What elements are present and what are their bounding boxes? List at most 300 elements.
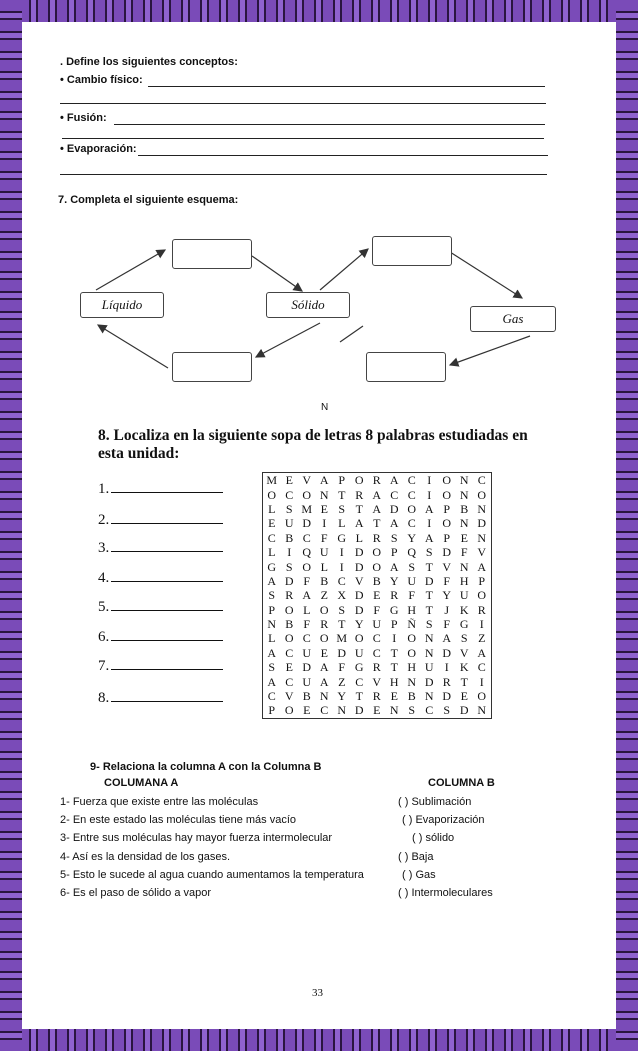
grid-letter: Z bbox=[478, 631, 486, 646]
grid-letter: B bbox=[302, 689, 311, 704]
grid-letter: A bbox=[319, 473, 329, 488]
answer-underline bbox=[111, 689, 223, 702]
grid-letter: Y bbox=[389, 573, 399, 588]
grid-letter: E bbox=[320, 645, 328, 660]
grid-letter: I bbox=[339, 559, 344, 574]
grid-letter: S bbox=[425, 617, 433, 632]
grid-letter: Y bbox=[407, 530, 417, 545]
grid-letter: M bbox=[336, 631, 348, 646]
grid-letter: A bbox=[442, 631, 452, 646]
grid-letter: A bbox=[302, 588, 312, 603]
item-number: 2. bbox=[98, 512, 110, 528]
grid-letter: C bbox=[372, 645, 381, 660]
grid-letter: A bbox=[319, 674, 329, 689]
grid-letter: S bbox=[390, 530, 398, 545]
grid-letter: V bbox=[477, 545, 487, 560]
grid-letter: U bbox=[354, 645, 364, 660]
grid-letter: D bbox=[302, 660, 312, 675]
grid-letter: I bbox=[427, 487, 432, 502]
grid-letter: T bbox=[338, 617, 346, 632]
grid-letter: A bbox=[267, 645, 277, 660]
grid-letter: U bbox=[424, 660, 434, 675]
grid-letter: P bbox=[443, 530, 451, 545]
grid-letter: O bbox=[477, 588, 487, 603]
grid-letter: O bbox=[284, 602, 294, 617]
item-number: 5. bbox=[98, 599, 110, 615]
grid-letter: R bbox=[372, 689, 381, 704]
grid-letter: R bbox=[477, 602, 486, 617]
grid-letter: B bbox=[285, 617, 294, 632]
grid-letter: O bbox=[442, 516, 452, 531]
answer-line bbox=[138, 155, 548, 156]
grid-letter: G bbox=[459, 617, 469, 632]
grid-letter: O bbox=[477, 487, 487, 502]
grid-letter: L bbox=[338, 516, 346, 531]
grid-letter: D bbox=[354, 545, 364, 560]
grid-letter: P bbox=[268, 703, 276, 718]
arrow bbox=[256, 323, 320, 357]
answer-underline bbox=[111, 511, 223, 524]
grid-row bbox=[263, 674, 492, 688]
grid-letter: S bbox=[425, 545, 433, 560]
grid-letter: E bbox=[460, 689, 468, 704]
answer-line-item bbox=[98, 539, 223, 557]
grid-letter: C bbox=[267, 689, 276, 704]
grid-letter: D bbox=[477, 516, 487, 531]
grid-letter: E bbox=[373, 588, 381, 603]
grid-letter: D bbox=[442, 645, 452, 660]
grid-letter: D bbox=[442, 689, 452, 704]
grid-letter: L bbox=[268, 631, 276, 646]
grid-letter: D bbox=[337, 645, 347, 660]
grid-row bbox=[263, 660, 492, 674]
answer-underline bbox=[111, 480, 223, 493]
arrow bbox=[450, 252, 522, 298]
answer-underline bbox=[111, 569, 223, 582]
grid-letter: Y bbox=[354, 617, 364, 632]
grid-letter: O bbox=[354, 631, 364, 646]
item-number: 7. bbox=[98, 658, 110, 674]
grid-letter: U bbox=[284, 516, 294, 531]
grid-letter: V bbox=[442, 559, 452, 574]
grid-letter: O bbox=[477, 689, 487, 704]
answer-underline bbox=[111, 657, 223, 670]
grid-letter: P bbox=[443, 501, 451, 516]
page-border-right bbox=[616, 0, 638, 1051]
column-a-item: 1- Fuerza que existe entre las moléculas bbox=[60, 796, 259, 808]
column-a-item: 2- En este estado las moléculas tiene más vacío bbox=[60, 814, 297, 826]
grid-row bbox=[263, 531, 492, 545]
answer-line-item bbox=[98, 569, 223, 587]
grid-letter: E bbox=[460, 530, 468, 545]
grid-letter: N bbox=[337, 703, 347, 718]
grid-letter: A bbox=[424, 501, 434, 516]
grid-letter: F bbox=[303, 573, 311, 588]
grid-letter: U bbox=[407, 573, 417, 588]
answer-line bbox=[60, 174, 547, 175]
grid-letter: R bbox=[372, 660, 381, 675]
answer-line-item bbox=[98, 598, 223, 616]
grid-row bbox=[263, 574, 492, 588]
grid-letter: N bbox=[267, 617, 277, 632]
grid-letter: N bbox=[459, 473, 469, 488]
grid-letter: O bbox=[407, 631, 417, 646]
grid-letter: R bbox=[390, 588, 399, 603]
grid-letter: O bbox=[442, 487, 452, 502]
grid-letter: H bbox=[407, 660, 417, 675]
grid-letter: O bbox=[442, 473, 452, 488]
grid-letter: D bbox=[302, 516, 312, 531]
answer-line-item bbox=[98, 689, 223, 707]
grid-letter: S bbox=[408, 703, 416, 718]
grid-letter: D bbox=[459, 703, 469, 718]
answer-line-item bbox=[98, 628, 223, 646]
grid-letter: S bbox=[443, 703, 451, 718]
page-number: 33 bbox=[312, 987, 323, 999]
arrow bbox=[340, 326, 363, 342]
grid-letter: C bbox=[477, 473, 486, 488]
grid-row bbox=[263, 502, 492, 516]
answer-line-item bbox=[98, 511, 223, 529]
grid-letter: A bbox=[477, 559, 487, 574]
grid-letter: L bbox=[303, 602, 311, 617]
answer-line-item bbox=[98, 480, 223, 498]
grid-letter: U bbox=[459, 588, 469, 603]
grid-letter: Y bbox=[337, 689, 347, 704]
grid-letter: T bbox=[460, 674, 468, 689]
grid-letter: S bbox=[285, 559, 293, 574]
grid-letter: C bbox=[285, 487, 294, 502]
grid-row bbox=[263, 473, 492, 488]
grid-letter: T bbox=[425, 588, 433, 603]
grid-letter: Y bbox=[442, 588, 452, 603]
grid-letter: O bbox=[354, 473, 364, 488]
grid-letter: I bbox=[479, 674, 484, 689]
grid-letter: O bbox=[319, 631, 329, 646]
grid-letter: I bbox=[287, 545, 292, 560]
grid-letter: E bbox=[373, 703, 381, 718]
grid-letter: M bbox=[301, 501, 313, 516]
blank-box bbox=[172, 352, 252, 382]
grid-letter: D bbox=[354, 602, 364, 617]
grid-letter: N bbox=[459, 516, 469, 531]
grid-letter: C bbox=[355, 674, 364, 689]
column-b-item: ( ) Evaporización bbox=[402, 814, 485, 826]
grid-letter: E bbox=[303, 703, 311, 718]
grid-letter: N bbox=[389, 703, 399, 718]
grid-letter: F bbox=[303, 617, 311, 632]
grid-letter: C bbox=[407, 473, 416, 488]
grid-letter: T bbox=[390, 660, 398, 675]
grid-letter: P bbox=[390, 545, 398, 560]
grid-letter: D bbox=[389, 501, 399, 516]
grid-letter: A bbox=[354, 516, 364, 531]
grid-letter: C bbox=[267, 530, 276, 545]
grid-letter: S bbox=[285, 501, 293, 516]
grid-letter: O bbox=[372, 545, 382, 560]
grid-letter: A bbox=[372, 501, 382, 516]
grid-letter: F bbox=[320, 530, 328, 545]
grid-letter: F bbox=[443, 573, 451, 588]
grid-letter: N bbox=[407, 674, 417, 689]
grid-letter: S bbox=[460, 631, 468, 646]
diagram-label-solido: Sólido bbox=[266, 292, 350, 318]
grid-letter: U bbox=[302, 674, 312, 689]
grid-letter: O bbox=[284, 703, 294, 718]
column-b-item: ( ) Intermoleculares bbox=[398, 887, 493, 899]
grid-row bbox=[263, 603, 492, 617]
grid-letter: O bbox=[302, 559, 312, 574]
grid-letter: T bbox=[373, 516, 381, 531]
diagram-label-liquido: Líquido bbox=[80, 292, 164, 318]
q6-item-fusion: • Fusión: bbox=[60, 112, 107, 124]
grid-letter: O bbox=[372, 559, 382, 574]
grid-letter: E bbox=[390, 689, 398, 704]
grid-letter: R bbox=[442, 674, 451, 689]
grid-letter: B bbox=[460, 501, 469, 516]
q9-title: 9- Relaciona la columna A con la Columna B bbox=[90, 761, 322, 773]
grid-letter: P bbox=[268, 602, 276, 617]
column-a-item: 5- Esto le sucede al agua cuando aumentamos la temperatura bbox=[60, 869, 364, 881]
grid-letter: J bbox=[444, 602, 450, 617]
grid-row bbox=[263, 631, 492, 645]
answer-underline bbox=[111, 539, 223, 552]
column-b-item: ( ) Baja bbox=[398, 851, 434, 863]
diagram-label-gas: Gas bbox=[470, 306, 556, 332]
column-a-item: 4- Así es la densidad de los gases. bbox=[60, 851, 230, 863]
grid-letter: M bbox=[266, 473, 278, 488]
grid-letter: S bbox=[338, 602, 346, 617]
q6-item-cambio-fisico: • Cambio físico: bbox=[60, 74, 143, 86]
grid-letter: L bbox=[320, 559, 328, 574]
grid-letter: Ñ bbox=[407, 617, 417, 632]
arrow bbox=[450, 336, 530, 365]
grid-letter: E bbox=[320, 501, 328, 516]
grid-letter: R bbox=[355, 487, 364, 502]
grid-letter: N bbox=[477, 703, 487, 718]
grid-letter: T bbox=[390, 645, 398, 660]
column-b-item: ( ) Sublimación bbox=[398, 796, 472, 808]
grid-letter: N bbox=[477, 530, 487, 545]
item-number: 8. bbox=[98, 690, 110, 706]
grid-letter: L bbox=[268, 501, 276, 516]
grid-row bbox=[263, 545, 492, 559]
grid-letter: G bbox=[267, 559, 277, 574]
grid-letter: Z bbox=[320, 588, 328, 603]
column-a-header: COLUMANA A bbox=[104, 777, 179, 789]
grid-row bbox=[263, 689, 492, 703]
answer-line bbox=[60, 103, 546, 104]
grid-letter: A bbox=[267, 573, 277, 588]
grid-letter: F bbox=[460, 545, 468, 560]
grid-letter: D bbox=[354, 559, 364, 574]
grid-letter: N bbox=[424, 645, 434, 660]
q6-title: . Define los siguientes conceptos: bbox=[60, 56, 238, 68]
answer-line-item bbox=[98, 657, 223, 675]
grid-row bbox=[263, 646, 492, 660]
grid-letter: A bbox=[389, 473, 399, 488]
grid-letter: T bbox=[425, 602, 433, 617]
grid-letter: D bbox=[442, 545, 452, 560]
grid-letter: A bbox=[424, 530, 434, 545]
grid-letter: C bbox=[390, 487, 399, 502]
grid-letter: F bbox=[338, 660, 346, 675]
grid-letter: O bbox=[319, 602, 329, 617]
grid-letter: K bbox=[459, 660, 469, 675]
grid-letter: C bbox=[372, 631, 381, 646]
grid-letter: Q bbox=[407, 545, 417, 560]
grid-letter: N bbox=[424, 689, 434, 704]
grid-row bbox=[263, 588, 492, 602]
grid-letter: C bbox=[320, 703, 329, 718]
answer-line bbox=[148, 86, 545, 87]
grid-letter: O bbox=[284, 631, 294, 646]
grid-letter: T bbox=[355, 501, 363, 516]
grid-letter: Q bbox=[302, 545, 312, 560]
grid-letter: V bbox=[284, 689, 294, 704]
grid-letter: S bbox=[268, 660, 276, 675]
grid-letter: G bbox=[389, 602, 399, 617]
answer-underline bbox=[111, 598, 223, 611]
grid-letter: O bbox=[267, 487, 277, 502]
grid-letter: A bbox=[477, 645, 487, 660]
stray-letter: N bbox=[321, 402, 329, 413]
grid-letter: S bbox=[338, 501, 346, 516]
grid-letter: U bbox=[372, 617, 382, 632]
answer-line bbox=[62, 138, 544, 139]
grid-letter: G bbox=[354, 660, 364, 675]
grid-letter: I bbox=[322, 516, 327, 531]
grid-letter: C bbox=[425, 703, 434, 718]
grid-letter: C bbox=[302, 530, 311, 545]
grid-letter: C bbox=[285, 674, 294, 689]
grid-letter: A bbox=[389, 516, 399, 531]
grid-letter: I bbox=[479, 617, 484, 632]
arrow bbox=[98, 325, 168, 368]
grid-letter: X bbox=[337, 588, 347, 603]
item-number: 1. bbox=[98, 481, 110, 497]
grid-letter: T bbox=[355, 689, 363, 704]
grid-letter: V bbox=[372, 674, 382, 689]
grid-letter: P bbox=[478, 573, 486, 588]
grid-row bbox=[263, 559, 492, 573]
grid-letter: P bbox=[390, 617, 398, 632]
grid-letter: B bbox=[285, 530, 294, 545]
grid-letter: D bbox=[424, 674, 434, 689]
grid-letter: C bbox=[407, 516, 416, 531]
q7-title: 7. Completa el siguiente esquema: bbox=[58, 194, 239, 206]
grid-letter: R bbox=[285, 588, 294, 603]
grid-letter: E bbox=[285, 660, 293, 675]
grid-letter: T bbox=[425, 559, 433, 574]
item-number: 6. bbox=[98, 629, 110, 645]
answer-underline bbox=[111, 628, 223, 641]
grid-letter: Z bbox=[338, 674, 346, 689]
arrow bbox=[320, 249, 368, 290]
grid-letter: E bbox=[285, 473, 293, 488]
grid-letter: N bbox=[477, 501, 487, 516]
q6-item-evaporacion: • Evaporación: bbox=[60, 143, 137, 155]
grid-letter: B bbox=[372, 573, 381, 588]
arrow bbox=[252, 256, 302, 291]
column-a-item: 6- Es el paso de sólido a vapor bbox=[60, 887, 212, 899]
grid-letter: I bbox=[339, 545, 344, 560]
grid-letter: K bbox=[459, 602, 469, 617]
grid-row bbox=[263, 703, 492, 718]
grid-letter: O bbox=[407, 645, 417, 660]
grid-letter: A bbox=[372, 487, 382, 502]
blank-box bbox=[372, 236, 452, 266]
grid-letter: D bbox=[354, 588, 364, 603]
grid-letter: C bbox=[337, 573, 346, 588]
grid-letter: I bbox=[427, 516, 432, 531]
grid-letter: U bbox=[302, 645, 312, 660]
grid-letter: V bbox=[459, 645, 469, 660]
grid-letter: I bbox=[444, 660, 449, 675]
grid-letter: B bbox=[320, 573, 329, 588]
grid-letter: S bbox=[268, 588, 276, 603]
item-number: 4. bbox=[98, 570, 110, 586]
grid-letter: F bbox=[443, 617, 451, 632]
blank-box bbox=[172, 239, 252, 269]
item-number: 3. bbox=[98, 540, 110, 556]
column-b-header: COLUMNA B bbox=[428, 777, 495, 789]
grid-letter: U bbox=[319, 545, 329, 560]
grid-row bbox=[263, 487, 492, 501]
grid-letter: H bbox=[389, 674, 399, 689]
grid-letter: A bbox=[389, 559, 399, 574]
q8-title: 8. Localiza en la siguiente sopa de letras 8 palabras estudiadas en esta unidad: bbox=[98, 427, 528, 462]
grid-letter: V bbox=[302, 473, 312, 488]
page-border-top bbox=[0, 0, 638, 22]
blank-box bbox=[366, 352, 446, 382]
grid-letter: B bbox=[407, 689, 416, 704]
grid-letter: E bbox=[268, 516, 276, 531]
grid-letter: C bbox=[477, 660, 486, 675]
arrow bbox=[96, 250, 165, 290]
grid-letter: V bbox=[354, 573, 364, 588]
grid-letter: S bbox=[408, 559, 416, 574]
grid-letter: A bbox=[267, 674, 277, 689]
page-border-bottom bbox=[0, 1029, 638, 1051]
grid-letter: D bbox=[284, 573, 294, 588]
grid-letter: R bbox=[372, 473, 381, 488]
grid-letter: N bbox=[459, 487, 469, 502]
grid-letter: F bbox=[373, 602, 381, 617]
grid-letter: N bbox=[424, 631, 434, 646]
grid-letter: N bbox=[319, 689, 329, 704]
grid-letter: G bbox=[337, 530, 347, 545]
grid-letter: T bbox=[338, 487, 346, 502]
column-b-item: ( ) sólido bbox=[412, 832, 455, 844]
grid-letter: H bbox=[407, 602, 417, 617]
page-border-left bbox=[0, 0, 22, 1051]
grid-letter: C bbox=[302, 631, 311, 646]
grid-letter: D bbox=[354, 703, 364, 718]
grid-letter: I bbox=[427, 473, 432, 488]
word-search-grid bbox=[262, 472, 492, 719]
grid-row bbox=[263, 617, 492, 631]
column-b-item: ( ) Gas bbox=[402, 869, 436, 881]
grid-letter: N bbox=[459, 559, 469, 574]
grid-letter: L bbox=[268, 545, 276, 560]
grid-letter: R bbox=[320, 617, 329, 632]
grid-letter: A bbox=[319, 660, 329, 675]
grid-letter: O bbox=[302, 487, 312, 502]
grid-letter: C bbox=[407, 487, 416, 502]
grid-letter: D bbox=[424, 573, 434, 588]
column-a-item: 3- Entre sus moléculas hay mayor fuerza intermolecular bbox=[60, 832, 333, 844]
